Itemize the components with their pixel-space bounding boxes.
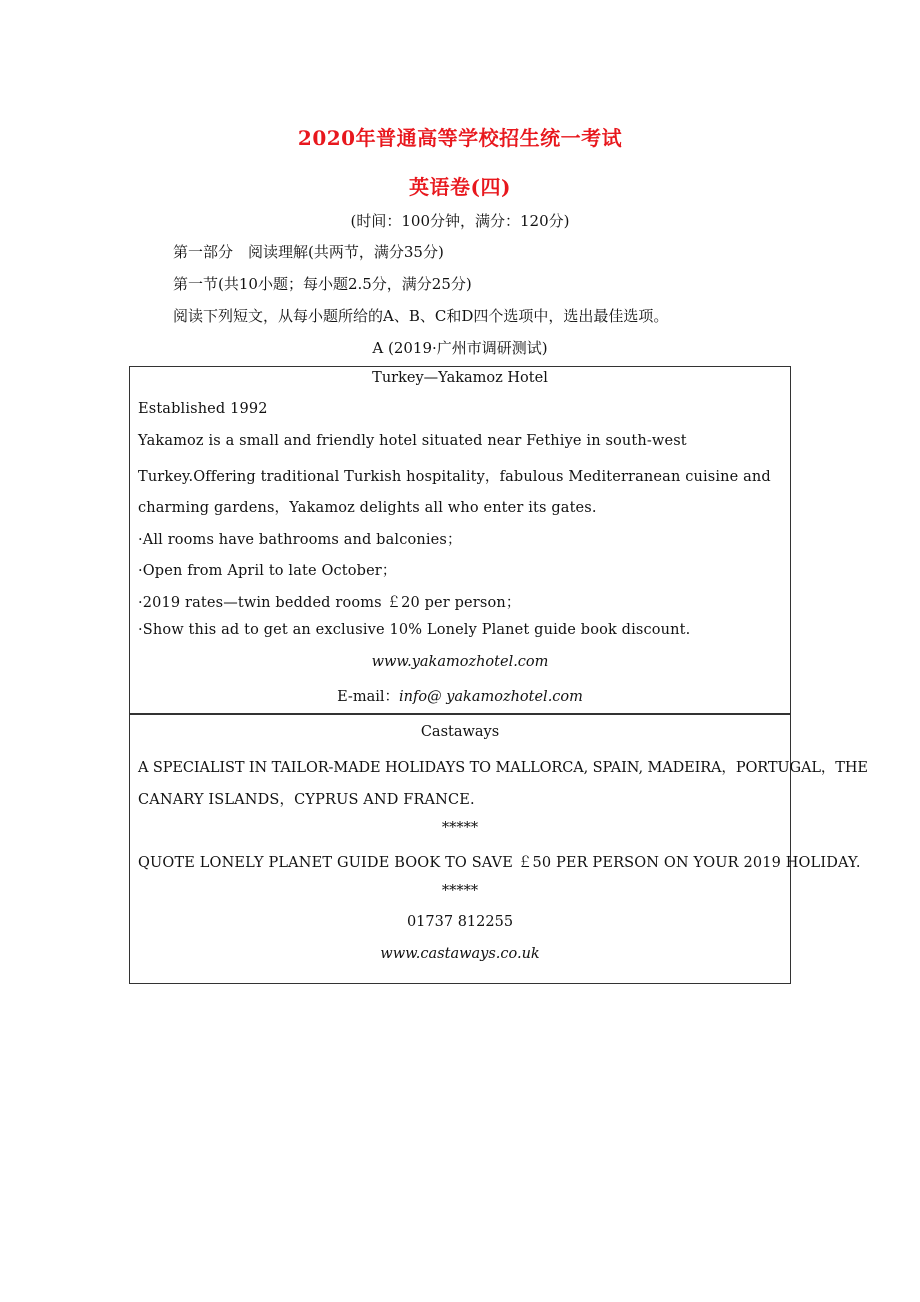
exam-subtitle: 英语卷(四) bbox=[409, 175, 511, 199]
yakamoz-ad-box bbox=[129, 366, 791, 715]
hotel-website-link[interactable]: www.yakamozhotel.com bbox=[371, 654, 549, 670]
exam-title: 2020年普通高等学校招生统一考试 bbox=[297, 126, 623, 150]
email-line bbox=[130, 685, 790, 706]
castaways-website-link[interactable]: www.castaways.co.uk bbox=[380, 946, 540, 962]
offer-text: QUOTE LONELY PLANET GUIDE BOOK TO SAVE ￡50 PER PERSON ON YOUR 2019 HOLIDAY. bbox=[138, 855, 861, 871]
passage-label: A (2019·广州市调研测试) bbox=[372, 339, 548, 357]
ad-title: Castaways bbox=[420, 724, 500, 740]
castaways-ad-box bbox=[129, 713, 868, 984]
established-text: Established 1992 bbox=[138, 401, 268, 417]
bullet-item: ·All rooms have bathrooms and balconies； bbox=[138, 532, 462, 548]
bullet-item: ·Show this ad to get an exclusive 10% Lonely Planet guide book discount. bbox=[138, 622, 691, 638]
part-heading: 第一部分 阅读理解(共两节，满分35分) bbox=[173, 243, 444, 261]
section-heading: 第一节(共10小题；每小题2.5分，满分25分) bbox=[173, 275, 472, 293]
stars-divider: ***** bbox=[441, 820, 479, 836]
stars-divider: ***** bbox=[441, 883, 479, 899]
bullet-item: ·2019 rates—twin bedded rooms ￡20 per person； bbox=[138, 595, 521, 611]
specialist-line: CANARY ISLANDS，CYPRUS AND FRANCE. bbox=[138, 792, 475, 808]
email-link[interactable]: info@ yakamozhotel.com bbox=[399, 689, 583, 705]
bullet-item: ·Open from April to late October； bbox=[138, 563, 397, 579]
phone-number: 01737 812255 bbox=[406, 914, 514, 930]
ad-title: Turkey—Yakamoz Hotel bbox=[372, 370, 548, 386]
time-note: (时间：100分钟，满分：120分) bbox=[350, 212, 570, 230]
description-line: Turkey.Offering traditional Turkish hospitality，fabulous Mediterranean cuisine and bbox=[138, 469, 771, 485]
description-line: charming gardens，Yakamoz delights all who enter its gates. bbox=[138, 500, 597, 516]
instruction-text: 阅读下列短文，从每小题所给的A、B、C和D四个选项中，选出最佳选项。 bbox=[173, 307, 669, 325]
specialist-line: A SPECIALIST IN TAILOR-MADE HOLIDAYS TO MALLORCA, SPAIN, MADEIRA，PORTUGAL，THE bbox=[138, 760, 868, 776]
email-label: E-mail： bbox=[337, 689, 400, 705]
description-line: Yakamoz is a small and friendly hotel situated near Fethiye in south-west bbox=[138, 433, 687, 449]
